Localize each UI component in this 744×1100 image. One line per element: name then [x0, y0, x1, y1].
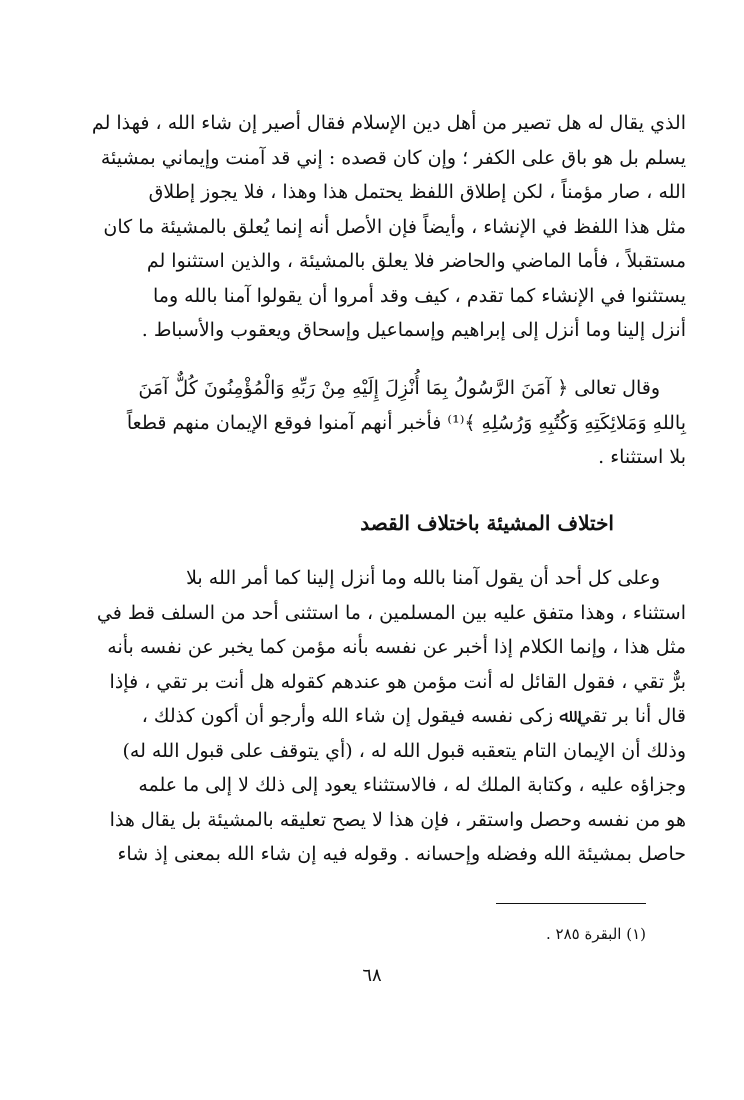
text-line: الله ، صار مؤمناً ، لكن إطلاق اللفظ يحتمل هذا وهذا ، فلا يجوز إطلاق — [148, 181, 686, 203]
paragraph-3 — [54, 561, 686, 872]
text-line: مثل هذا ، وإنما الكلام إذا أخبر عن نفسه بأنه مؤمن كما يخبر عن نفسه بأنه — [107, 636, 686, 658]
text-line: برٌّ تقي ، فقول القائل له أنت مؤمن هو عندهم كقوله هل أنت بر تقي ، فإذا — [109, 670, 686, 693]
text-line: مثل هذا اللفظ في الإنشاء ، وأيضاً فإن الأصل أنه إنما يُعلق بالمشيئة ما كان — [103, 215, 686, 238]
section-heading: اختلاف المشيئة باختلاف القصد — [360, 511, 614, 535]
text-line: بلا استثناء . — [598, 446, 686, 468]
paragraph-1 — [54, 106, 686, 348]
text-line: الذي يقال له هل تصير من أهل دين الإسلام فقال أصير إن شاء الله ، فهذا لم — [91, 112, 686, 134]
text-line: وقال تعالى ﴿ آمَنَ الرَّسُولُ بِمَا أُنْزِلَ إِلَيْهِ مِنْ رَبِّهِ وَالْمُؤْمِنُونَ كُلٌّ آمَنَ — [138, 377, 660, 399]
text-line: أنزل إلينا وما أنزل إلى إبراهيم وإسماعيل وإسحاق ويعقوب والأسباط . — [141, 319, 686, 341]
text-line: استثناء ، وهذا متفق عليه بين المسلمين ، ما استثنى أحد من السلف قط في — [96, 601, 686, 624]
footnote: (١) البقرة ٢٨٥ . — [545, 925, 646, 943]
text-line: يستثنوا في الإنشاء كما تقدم ، كيف وقد أمروا أن يقولوا آمنا بالله وما — [153, 284, 686, 307]
text-line: وذلك أن الإيمان التام يتعقبه قبول الله له ، (أي يتوقف على قبول الله له) — [122, 739, 686, 762]
text-line: مستقبلاً ، فأما الماضي والحاضر فلا يعلق بالمشيئة ، والذين استثنوا لم — [146, 250, 686, 272]
text-line: يسلم بل هو باق على الكفر ؛ وإن كان قصده : إني قد آمنت وإيماني بمشيئة — [100, 146, 686, 169]
text-line: وعلى كل أحد أن يقول آمنا بالله وما أنزل إلينا كما أمر الله بلا — [186, 567, 660, 589]
footnote-divider — [496, 903, 646, 904]
text-line: هو من نفسه وحصل واستقر ، فإن هذا لا يصح تعليقه بالمشيئة بل يقال هذا — [109, 808, 686, 831]
page-number: ٦٨ — [362, 965, 382, 986]
text-line: حاصل بمشيئة الله وفضله وإحسانه . وقوله فيه إن شاء الله بمعنى إذ شاء — [117, 843, 686, 865]
text-line: وجزاؤه عليه ، وكتابة الملك له ، فالاستثناء يعود إلى ذلك لا إلى ما علمه — [138, 774, 686, 796]
text-line: قال أنا بر تقي ﷲ زكى نفسه فيقول إن شاء الله وأرجو أن أكون كذلك ، — [141, 705, 686, 727]
paragraph-2 — [54, 371, 686, 475]
text-line: بِاللهِ وَمَلائِكَتِهِ وَكُتُبِهِ وَرُسُلِهِ ﴾⁽¹⁾ فأخبر أنهم آمنوا فوقع الإيمان منهم قطعاً — [126, 411, 686, 434]
